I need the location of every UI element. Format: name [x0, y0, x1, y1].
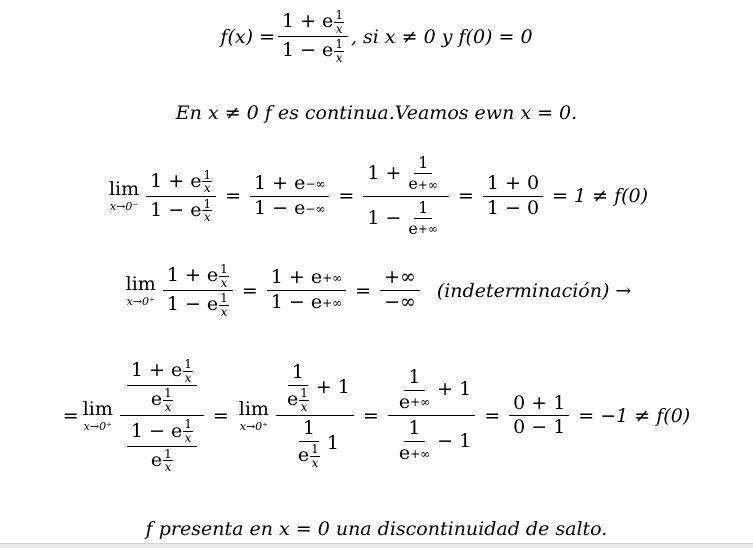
left-limit-result: = 1 ≠ f(0) — [552, 185, 649, 208]
resolution-final-fraction: $\frac{0 + 1}{0 - 1}$ — [509, 392, 569, 441]
left-limit-line: lim x→0⁻ 1 + e 1 x 1 − e 1 x = 1 + e −∞ 1 − e −∞ = 1 + 1 e +∞ 1 − 1 e +∞ = $\frac{1 + 0}{1 - 0}$ = 1 ≠ f(0) — [0, 152, 753, 241]
definition-condition: , si x ≠ 0 y f(0) = 0 — [350, 25, 533, 48]
resolution-limit-operator-2: lim x→0⁺ — [238, 397, 269, 433]
resolution-result: = −1 ≠ f(0) — [578, 404, 691, 427]
left-limit-fraction-3: 1 + 1 e +∞ 1 − 1 e +∞ — [363, 152, 449, 241]
right-limit-fraction-3: $\frac{+\infty}{-\infty}$ — [380, 266, 420, 315]
right-limit-line: lim x→0⁺ 1 + e 1 x 1 − e 1 x = 1 + e +∞ 1 − e +∞ = $\frac{+\infty}{-\infty}$ (indeterminación) → — [125, 262, 632, 319]
resolution-limit-operator-1: lim x→0⁺ — [82, 397, 113, 433]
resolution-infinity-fraction: 1 e +∞ + 1 1 e +∞ − 1 — [388, 365, 475, 467]
numerator-text: 1 + e — [281, 10, 334, 33]
right-limit-fraction-2: 1 + e +∞ 1 − e +∞ — [267, 266, 346, 315]
left-limit-fraction-2: 1 + e −∞ 1 − e −∞ — [250, 172, 329, 221]
resolution-simplified-fraction: 1 e 1 x + 1 1 e 1 x 1 — [276, 360, 354, 471]
left-limit-fraction-1: 1 + e 1 x 1 − e 1 x — [146, 168, 216, 225]
f-of-x: f(x) = — [220, 25, 275, 48]
exponent-1-over-x: 1 x — [335, 8, 343, 36]
left-limit-fraction-4: $\frac{1 + 0}{1 - 0}$ — [483, 172, 543, 221]
left-limit-operator: lim x→0⁻ — [108, 178, 140, 214]
function-definition — [0, 8, 753, 65]
resolution-compound-fraction: 1 + e 1 x e 1 x 1 − e 1 x e 1 x — [120, 356, 204, 476]
right-limit-operator: lim x→0⁺ — [125, 272, 156, 308]
right-limit-fraction-1: 1 + e 1 x 1 − e 1 x — [163, 262, 233, 319]
continuity-statement: En x ≠ 0 f es continua.Veamos ewn x = 0. — [175, 102, 578, 124]
definition-fraction — [278, 8, 348, 65]
exponent-1-over-x: 1 x — [335, 37, 343, 65]
denominator-text: 1 − e — [281, 39, 334, 62]
resolution-line: = lim x→0⁺ 1 + e 1 x e 1 x 1 − e 1 x e 1 x = lim x→0⁺ 1 e 1 x + 1 1 e 1 x 1 = 1 e +∞ + 1 1 e +∞ − 1 = $\frac{0 + 1}{0 - 1}$ = −1 ≠ f(0) — [62, 357, 691, 475]
window-bottom-edge — [0, 543, 753, 548]
conclusion-statement: f presenta en x = 0 una discontinuidad de salto. — [145, 518, 608, 540]
indeterminacy-note: (indeterminación) → — [436, 279, 632, 302]
